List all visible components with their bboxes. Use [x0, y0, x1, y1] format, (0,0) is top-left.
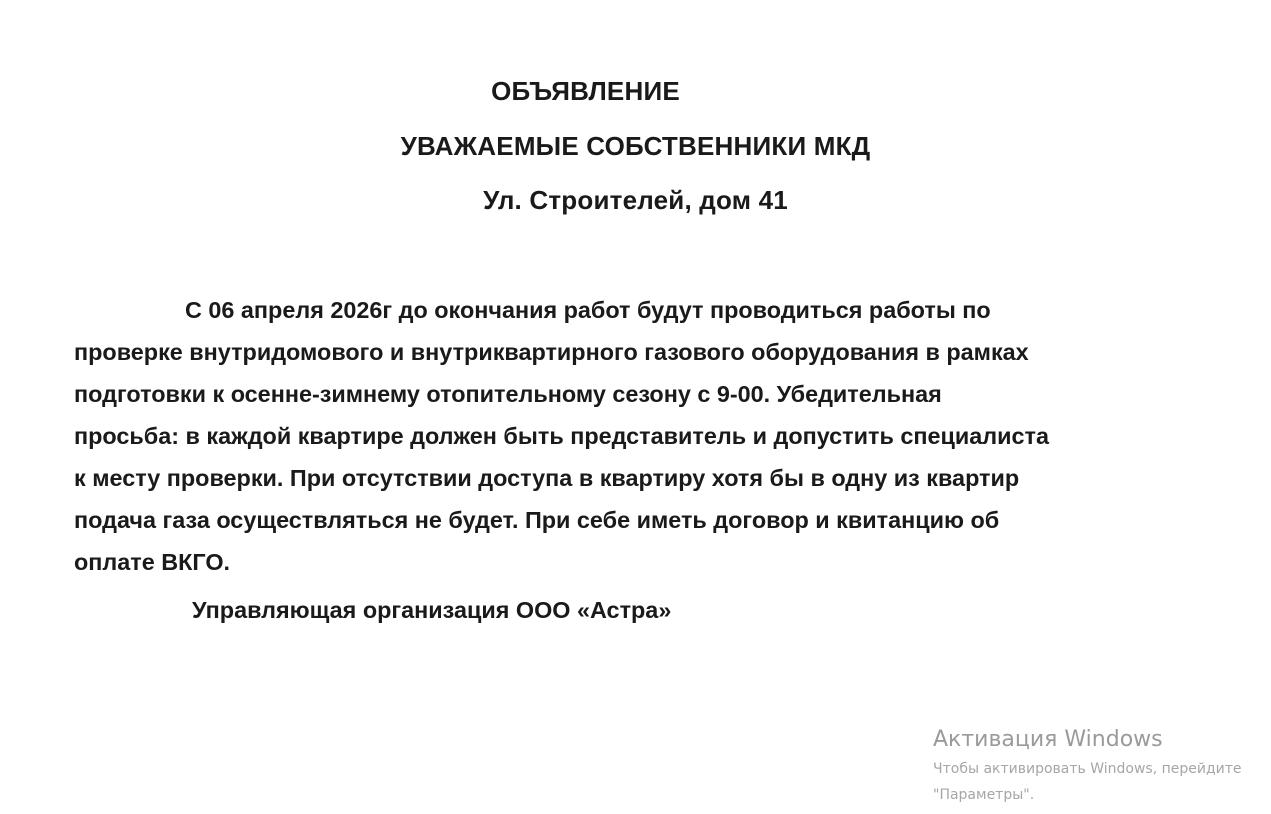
body-line: просьба: в каждой квартире должен быть представитель и допустить специалиста — [74, 423, 1049, 449]
notice-addressee: УВАЖАЕМЫЕ СОБСТВЕННИКИ МКД — [400, 131, 871, 161]
body-line: подготовки к осенне-зимнему отопительному сезону с 9-00. Убедительная — [74, 381, 942, 407]
body-line: подача газа осуществляться не будет. При себе иметь договор и квитанцию об — [74, 507, 1000, 533]
notice-signature: Управляющая организация ООО «Астра» — [192, 597, 672, 623]
body-line: С 06 апреля 2026г до окончания работ будут проводиться работы по — [185, 297, 991, 323]
watermark-title: Активация Windows — [933, 727, 1163, 752]
body-line: проверке внутридомового и внутриквартирного газового оборудования в рамках — [74, 339, 1029, 365]
body-line: к месту проверки. При отсутствии доступа в квартиру хотя бы в одну из квартир — [74, 465, 1020, 491]
notice-address: Ул. Строителей, дом 41 — [483, 185, 788, 215]
watermark-line: Чтобы активировать Windows, перейдите — [933, 761, 1242, 777]
notice-title: ОБЪЯВЛЕНИЕ — [491, 76, 680, 106]
watermark-line: "Параметры". — [933, 787, 1035, 803]
body-line: оплате ВКГО. — [74, 549, 231, 575]
